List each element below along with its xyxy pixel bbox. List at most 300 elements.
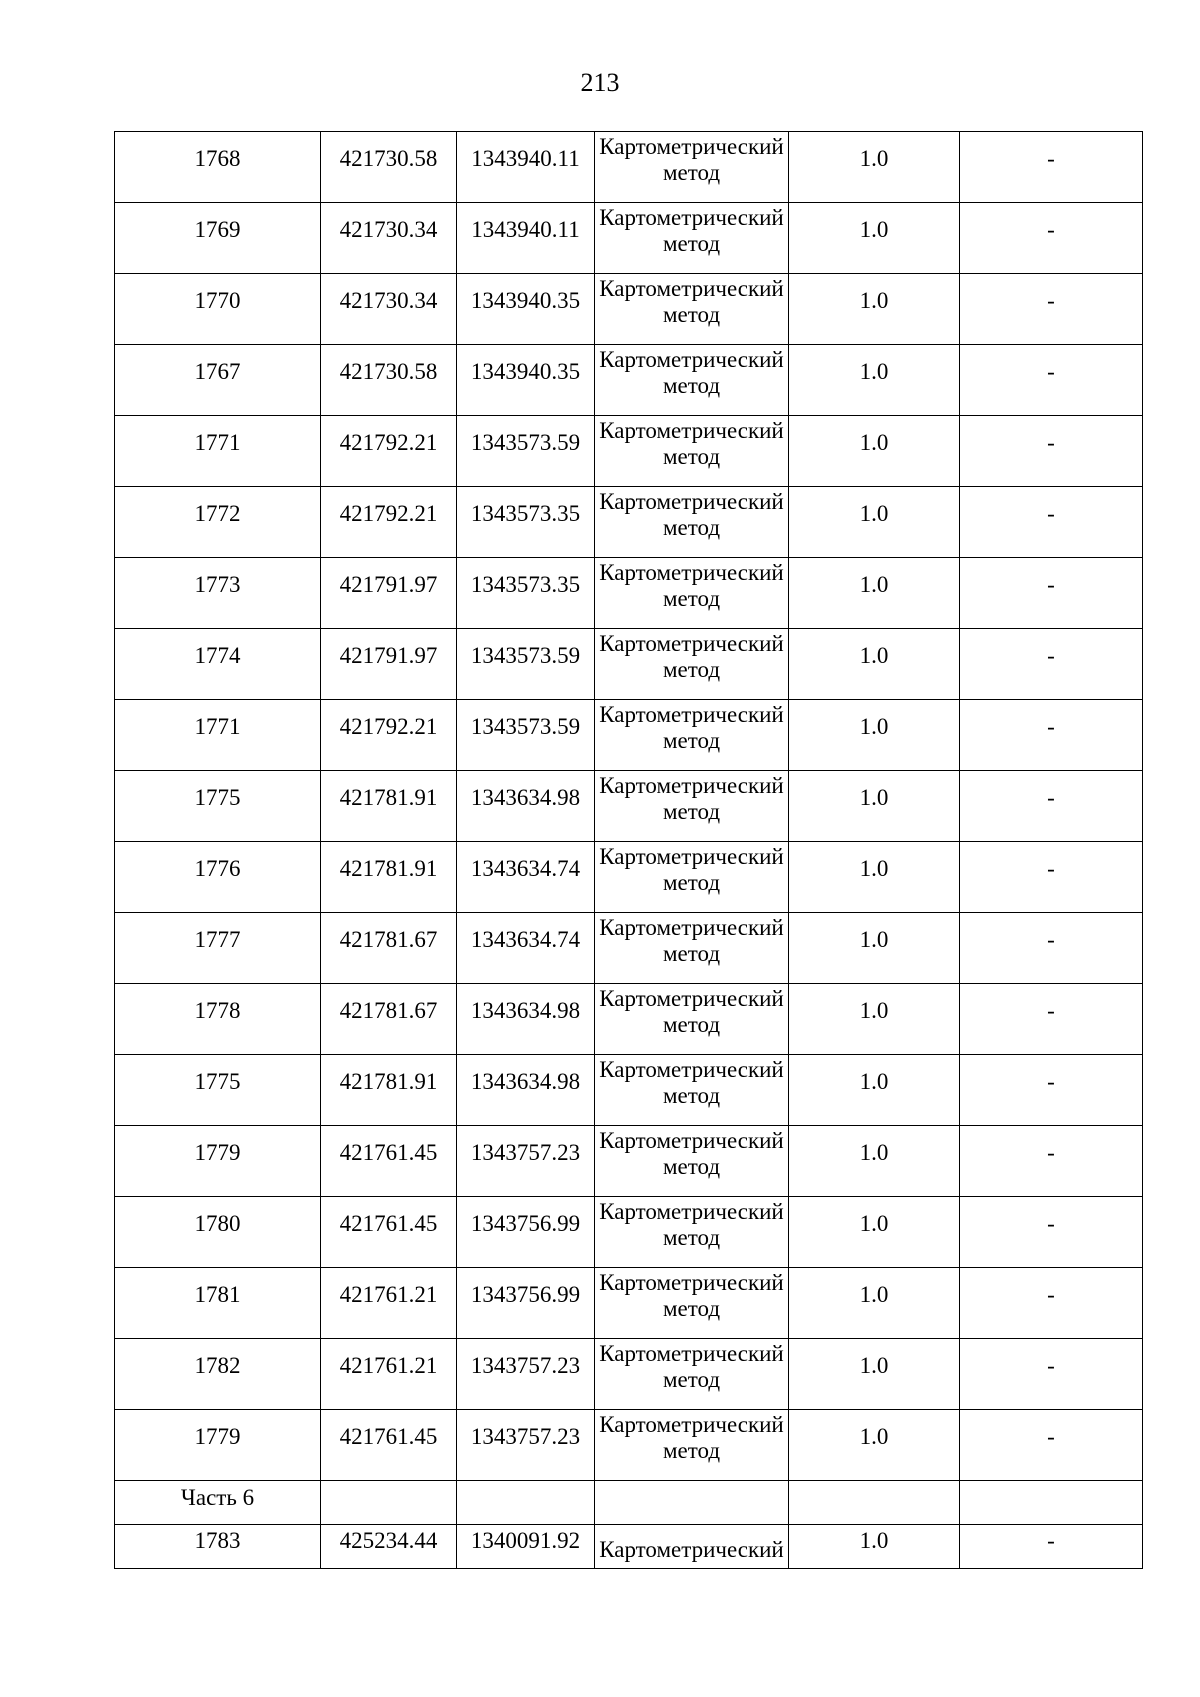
method-line-1: Картометрический [599, 986, 784, 1011]
table-cell [960, 771, 1143, 842]
note: - [1047, 217, 1055, 242]
method [595, 132, 788, 186]
method-line-1: Картометрический [599, 418, 784, 443]
method [595, 1339, 788, 1393]
table-row [115, 1525, 1143, 1569]
table-cell [789, 345, 960, 416]
point-id: 1779 [194, 1424, 241, 1449]
table-row [115, 1339, 1143, 1410]
coordinate-x: 421761.21 [339, 1353, 438, 1378]
table-cell [595, 487, 789, 558]
method-line-2: метод [662, 160, 721, 185]
method-line-2: метод [662, 870, 721, 895]
point-id: 1779 [194, 1140, 241, 1165]
table-cell [960, 1525, 1143, 1569]
coordinate-x: 421781.91 [339, 1069, 438, 1094]
table-cell [115, 1481, 321, 1525]
method-line-1: Картометрический [599, 1341, 784, 1366]
coordinate-y: 1340091.92 [470, 1528, 581, 1553]
table-row [115, 700, 1143, 771]
table-cell [789, 1410, 960, 1481]
method-line-1: Картометрический [599, 205, 784, 230]
point-id: 1767 [194, 359, 241, 384]
table-cell [789, 1126, 960, 1197]
coordinate-y: 1343756.99 [470, 1211, 581, 1236]
table-row [115, 1055, 1143, 1126]
method [595, 629, 788, 683]
table-cell [115, 771, 321, 842]
table-cell [321, 203, 457, 274]
coordinate-y: 1343757.23 [470, 1424, 581, 1449]
table-cell [115, 913, 321, 984]
coordinate-x: 421761.45 [339, 1211, 438, 1236]
table-cell [321, 274, 457, 345]
coordinate-x: 421730.34 [339, 288, 438, 313]
table-row [115, 984, 1143, 1055]
coordinate-y: 1343634.98 [470, 998, 581, 1023]
table-cell [457, 487, 595, 558]
table-cell [321, 984, 457, 1055]
table-row [115, 416, 1143, 487]
method [595, 771, 788, 825]
method-line-1: Картометрический [599, 134, 784, 159]
table-cell [457, 1268, 595, 1339]
table-cell [595, 1055, 789, 1126]
table-cell [789, 487, 960, 558]
coordinate-x: 421781.67 [339, 998, 438, 1023]
note: - [1047, 572, 1055, 597]
coordinate-x: 421730.34 [339, 217, 438, 242]
table-cell [457, 771, 595, 842]
method [595, 274, 788, 328]
table-cell [457, 700, 595, 771]
table-cell [457, 1126, 595, 1197]
coordinate-y: 1343634.74 [470, 856, 581, 881]
coordinate-x: 421791.97 [339, 643, 438, 668]
table-cell [321, 1339, 457, 1410]
coordinate-x: 421781.67 [339, 927, 438, 952]
table-row [115, 203, 1143, 274]
table-row [115, 771, 1143, 842]
method-line-1: Картометрический [599, 844, 784, 869]
note: - [1047, 1069, 1055, 1094]
section-label: Часть 6 [180, 1485, 255, 1510]
point-id: 1773 [194, 572, 241, 597]
method [595, 416, 788, 470]
method-line-2: метод [662, 1012, 721, 1037]
method-line-1: Картометрический [599, 773, 784, 798]
table-cell [457, 629, 595, 700]
note: - [1047, 359, 1055, 384]
note: - [1047, 430, 1055, 455]
note: - [1047, 856, 1055, 881]
coordinate-x: 421792.21 [339, 430, 438, 455]
coordinate-x: 421761.21 [339, 1282, 438, 1307]
coordinate-y: 1343634.74 [470, 927, 581, 952]
method-line-1: Картометрический [599, 276, 784, 301]
table-cell [960, 1055, 1143, 1126]
table-row [115, 132, 1143, 203]
note: - [1047, 288, 1055, 313]
table-cell [789, 416, 960, 487]
table-cell [960, 700, 1143, 771]
accuracy: 1.0 [859, 572, 889, 597]
accuracy: 1.0 [859, 998, 889, 1023]
table-cell [960, 416, 1143, 487]
point-id: 1771 [194, 714, 241, 739]
table-cell [321, 1481, 457, 1525]
method [595, 1268, 788, 1322]
table-cell [115, 984, 321, 1055]
coordinate-y: 1343573.35 [470, 572, 581, 597]
coordinate-y: 1343634.98 [470, 1069, 581, 1094]
note: - [1047, 1353, 1055, 1378]
accuracy: 1.0 [859, 1353, 889, 1378]
note: - [1047, 927, 1055, 952]
table-cell [457, 345, 595, 416]
table-cell [595, 558, 789, 629]
method-line-2: метод [662, 302, 721, 327]
table-cell [595, 203, 789, 274]
table-cell [789, 558, 960, 629]
accuracy: 1.0 [859, 643, 889, 668]
method-line-1: Картометрический [599, 1199, 784, 1224]
table-cell [115, 487, 321, 558]
method [595, 1055, 788, 1109]
table-cell [115, 1410, 321, 1481]
method [595, 1126, 788, 1180]
coordinate-x: 421781.91 [339, 856, 438, 881]
coordinate-y: 1343756.99 [470, 1282, 581, 1307]
method [595, 842, 788, 896]
method-line-2: метод [662, 728, 721, 753]
table-row [115, 1410, 1143, 1481]
method-line-1: Картометрический [599, 1128, 784, 1153]
note: - [1047, 1282, 1055, 1307]
method-line-2: метод [662, 444, 721, 469]
coordinate-x: 421730.58 [339, 359, 438, 384]
table-cell [457, 558, 595, 629]
table-row [115, 1268, 1143, 1339]
section-row [115, 1481, 1143, 1525]
table-cell [960, 1339, 1143, 1410]
note: - [1047, 1528, 1055, 1553]
coordinate-y: 1343940.11 [471, 217, 580, 242]
table-cell [960, 913, 1143, 984]
point-id: 1771 [194, 430, 241, 455]
method [595, 700, 788, 754]
accuracy: 1.0 [859, 359, 889, 384]
method [595, 984, 788, 1038]
point-id: 1777 [194, 927, 241, 952]
table-cell [321, 842, 457, 913]
note: - [1047, 998, 1055, 1023]
table-cell [789, 771, 960, 842]
table-cell [595, 984, 789, 1055]
note: - [1047, 643, 1055, 668]
coordinate-x: 421791.97 [339, 572, 438, 597]
table-cell [321, 416, 457, 487]
method-line-2: метод [662, 1083, 721, 1108]
table-row [115, 487, 1143, 558]
coordinate-y: 1343940.35 [470, 359, 581, 384]
table-cell [115, 345, 321, 416]
table-row [115, 629, 1143, 700]
table-cell [321, 1197, 457, 1268]
method [595, 913, 788, 967]
table-cell [960, 487, 1143, 558]
table-cell [789, 1525, 960, 1569]
coordinate-x: 421792.21 [339, 714, 438, 739]
table-cell [321, 132, 457, 203]
table-cell [321, 629, 457, 700]
note: - [1047, 1211, 1055, 1236]
table-cell [115, 1126, 321, 1197]
coordinate-x: 421792.21 [339, 501, 438, 526]
table-cell [115, 1268, 321, 1339]
coordinate-y: 1343940.35 [470, 288, 581, 313]
table-cell [457, 1481, 595, 1525]
table-cell [115, 1197, 321, 1268]
table-cell [960, 1197, 1143, 1268]
table-cell [595, 1126, 789, 1197]
table-cell [789, 1268, 960, 1339]
table-cell [960, 274, 1143, 345]
table-cell [960, 1126, 1143, 1197]
table-cell [960, 203, 1143, 274]
point-id: 1778 [194, 998, 241, 1023]
note: - [1047, 714, 1055, 739]
method-line-1: Картометрический [599, 347, 784, 372]
note: - [1047, 1140, 1055, 1165]
table-cell [115, 700, 321, 771]
accuracy: 1.0 [859, 1140, 889, 1165]
method-line-1: Картометрический [599, 1270, 784, 1295]
point-id: 1781 [194, 1282, 241, 1307]
table-cell [595, 700, 789, 771]
table-cell [595, 913, 789, 984]
coordinate-y: 1343940.11 [471, 146, 580, 171]
table-cell [960, 558, 1143, 629]
method-line-2: метод [662, 373, 721, 398]
accuracy: 1.0 [859, 1424, 889, 1449]
method [595, 345, 788, 399]
table-cell [457, 132, 595, 203]
table-cell [595, 345, 789, 416]
point-id: 1768 [194, 146, 241, 171]
table-cell [789, 842, 960, 913]
table-cell [960, 842, 1143, 913]
method-line-2: метод [662, 1154, 721, 1179]
method-line-2: метод [662, 231, 721, 256]
table-cell [960, 629, 1143, 700]
point-id: 1770 [194, 288, 241, 313]
table-cell [595, 274, 789, 345]
method-line-1: Картометрический [599, 560, 784, 585]
method-line-2: метод [662, 657, 721, 682]
method [595, 1197, 788, 1251]
table-cell [115, 1525, 321, 1569]
table-row [115, 1126, 1143, 1197]
page-number: 213 [580, 68, 620, 97]
accuracy: 1.0 [859, 714, 889, 739]
table-row [115, 913, 1143, 984]
accuracy: 1.0 [859, 1528, 889, 1553]
table-cell [115, 629, 321, 700]
method-line-2: метод [662, 1296, 721, 1321]
table-cell [457, 274, 595, 345]
table-cell [321, 1268, 457, 1339]
note: - [1047, 146, 1055, 171]
method-line-1: Картометрический [599, 1057, 784, 1082]
table-cell [960, 132, 1143, 203]
point-id: 1780 [194, 1211, 241, 1236]
table-row [115, 1197, 1143, 1268]
table-cell [457, 913, 595, 984]
coordinate-x: 421761.45 [339, 1424, 438, 1449]
method-line-2: метод [662, 586, 721, 611]
table-cell [115, 842, 321, 913]
table-cell [457, 416, 595, 487]
table-cell [789, 1481, 960, 1525]
coordinate-y: 1343634.98 [470, 785, 581, 810]
table-cell [321, 1055, 457, 1126]
table-cell [595, 842, 789, 913]
table-cell [321, 913, 457, 984]
table-cell [457, 1410, 595, 1481]
table-cell [789, 629, 960, 700]
table-cell [115, 132, 321, 203]
table-cell [321, 1126, 457, 1197]
table-cell [457, 1055, 595, 1126]
coordinate-x: 425234.44 [339, 1528, 438, 1553]
table-cell [321, 558, 457, 629]
method-line-1: Картометрический [599, 489, 784, 514]
method-line-2: метод [662, 799, 721, 824]
coordinate-y: 1343757.23 [470, 1353, 581, 1378]
table-cell [789, 132, 960, 203]
accuracy: 1.0 [859, 1282, 889, 1307]
table-cell [960, 984, 1143, 1055]
table-cell [595, 1268, 789, 1339]
table-row [115, 842, 1143, 913]
table-cell [789, 700, 960, 771]
accuracy: 1.0 [859, 501, 889, 526]
accuracy: 1.0 [859, 217, 889, 242]
table-cell [960, 345, 1143, 416]
table-cell [321, 771, 457, 842]
coordinate-y: 1343573.35 [470, 501, 581, 526]
table-cell [321, 700, 457, 771]
table-cell [595, 132, 789, 203]
point-id: 1772 [194, 501, 241, 526]
table-cell [960, 1268, 1143, 1339]
table-row [115, 274, 1143, 345]
accuracy: 1.0 [859, 856, 889, 881]
accuracy: 1.0 [859, 1211, 889, 1236]
table-cell [595, 1410, 789, 1481]
method-line-1: Картометрический [599, 631, 784, 656]
method-line-2: метод [662, 1367, 721, 1392]
table-cell [789, 203, 960, 274]
method [595, 203, 788, 257]
table-cell [789, 984, 960, 1055]
table-cell [115, 203, 321, 274]
table-cell [321, 487, 457, 558]
table-cell [457, 984, 595, 1055]
coordinate-x: 421781.91 [339, 785, 438, 810]
coordinates-table-body [115, 132, 1143, 1569]
table-cell [789, 1055, 960, 1126]
table-cell [321, 1525, 457, 1569]
coordinates-table [114, 131, 1143, 1569]
accuracy: 1.0 [859, 1069, 889, 1094]
point-id: 1775 [194, 1069, 241, 1094]
table-cell [595, 416, 789, 487]
method-line-1: Картометрический [599, 702, 784, 727]
table-cell [789, 1197, 960, 1268]
table-cell [595, 1339, 789, 1410]
table-cell [457, 1197, 595, 1268]
table-cell [960, 1481, 1143, 1525]
table-cell [457, 203, 595, 274]
note: - [1047, 785, 1055, 810]
table-cell [789, 1339, 960, 1410]
table-cell [115, 274, 321, 345]
table-cell [595, 1481, 789, 1525]
table-row [115, 345, 1143, 416]
table-cell [595, 771, 789, 842]
method-line-1: Картометрический [599, 915, 784, 940]
accuracy: 1.0 [859, 785, 889, 810]
accuracy: 1.0 [859, 288, 889, 313]
method-line-2: метод [662, 1225, 721, 1250]
table-row [115, 558, 1143, 629]
coordinate-y: 1343573.59 [470, 643, 581, 668]
table-cell [457, 1525, 595, 1569]
note: - [1047, 501, 1055, 526]
table-cell [960, 1410, 1143, 1481]
note: - [1047, 1424, 1055, 1449]
method-line-2: метод [662, 515, 721, 540]
table-cell [457, 842, 595, 913]
table-cell [789, 913, 960, 984]
coordinate-x: 421730.58 [339, 146, 438, 171]
accuracy: 1.0 [859, 430, 889, 455]
accuracy: 1.0 [859, 927, 889, 952]
coordinate-y: 1343573.59 [470, 430, 581, 455]
coordinate-y: 1343757.23 [470, 1140, 581, 1165]
table-cell [115, 558, 321, 629]
method [595, 1410, 788, 1464]
point-id: 1775 [194, 785, 241, 810]
point-id: 1774 [194, 643, 241, 668]
point-id: 1782 [194, 1353, 241, 1378]
table-cell [457, 1339, 595, 1410]
method-line-1: Картометрический [599, 1537, 784, 1562]
method [595, 487, 788, 541]
table-cell [595, 629, 789, 700]
method-line-1: Картометрический [599, 1412, 784, 1437]
table-cell [115, 1055, 321, 1126]
point-id: 1776 [194, 856, 241, 881]
accuracy: 1.0 [859, 146, 889, 171]
table-cell [595, 1197, 789, 1268]
table-cell [115, 1339, 321, 1410]
coordinate-y: 1343573.59 [470, 714, 581, 739]
table-cell [595, 1525, 789, 1569]
coordinate-x: 421761.45 [339, 1140, 438, 1165]
